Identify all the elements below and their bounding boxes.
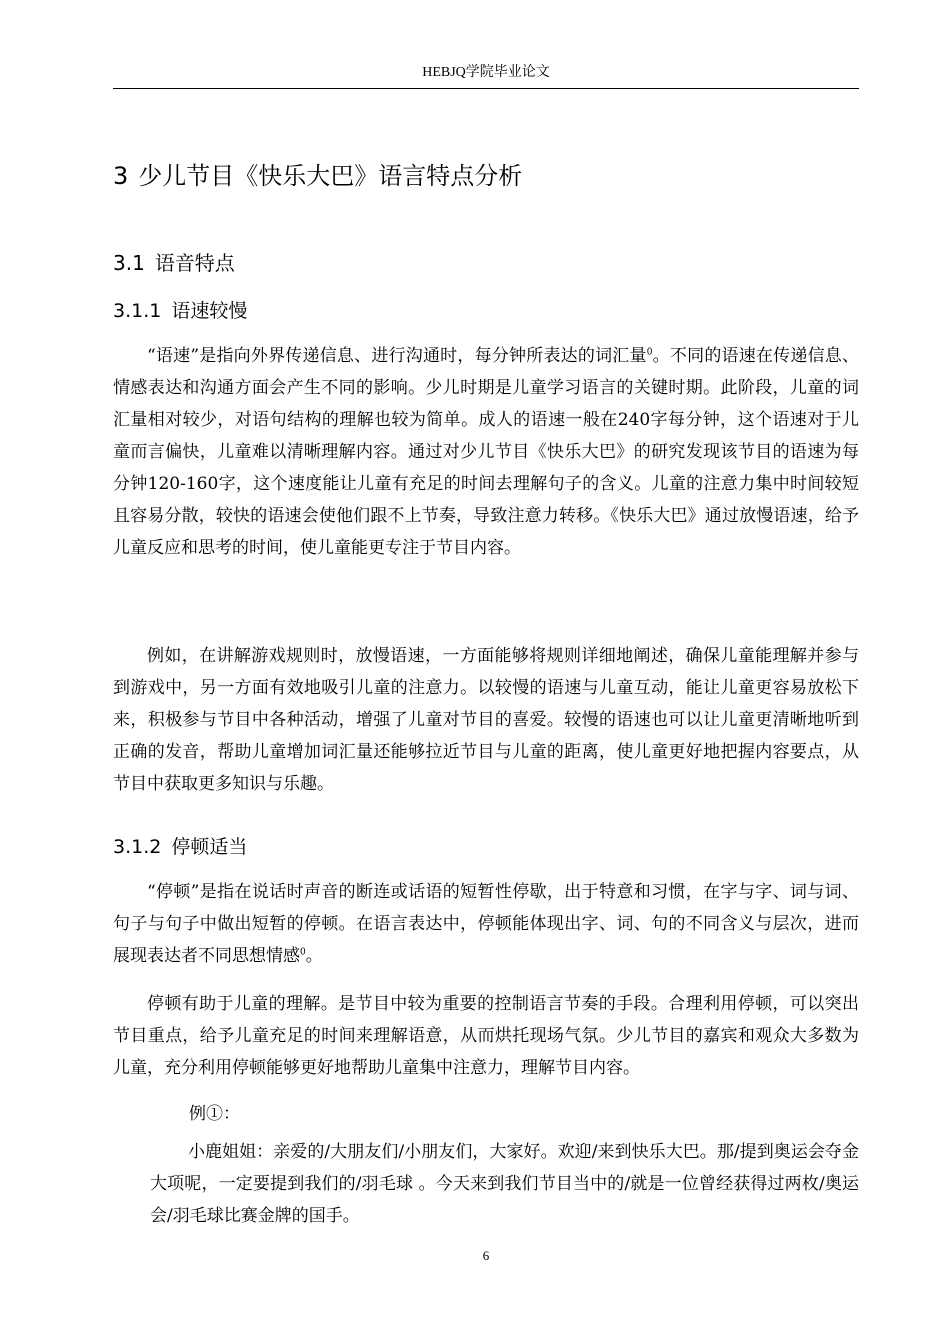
paragraph-text: 。 (305, 946, 323, 966)
section-number: 3.1 (113, 251, 145, 275)
header-rule (113, 88, 859, 89)
paragraph-text: 。不同的语速在传递信息、情感表达和沟通方面会产生不同的影响。少儿时期是儿童学习语言的关键时期。此阶段，儿童的词汇量相对较少，对语句结构的理解也较为简单。成人的语速一般在240字每分钟，这个语速对于儿童而言偏快，儿童难以清晰理解内容。通过对少儿节目《快乐大巴》的研究发现该节目的语速为每分钟120-160字，这个速度能让儿童有充足的时间去理解句子的含义。儿童的注意力集中时间较短且容易分散，较快的语速会使他们跟不上节奏，导致注意力转移。《快乐大巴》通过放慢语速，给予儿童反应和思考的时间，使儿童能更专注于节目内容。 (113, 346, 860, 558)
chapter-title-text: 少儿节目《快乐大巴》语言特点分析 (138, 162, 523, 190)
paragraph-pause-function: 停顿有助于儿童的理解。是节目中较为重要的控制语言节奏的手段。合理利用停顿，可以突出节目重点，给予儿童充足的时间来理解语意，从而烘托现场气氛。少儿节目的嘉宾和观众大多数为儿童，充分利用停顿能够更好地帮助儿童集中注意力，理解节目内容。 (113, 994, 859, 1078)
paragraph-pause-definition (113, 876, 859, 972)
running-header: HEBJQ学院毕业论文 (422, 65, 550, 80)
paragraph-speech-rate-example: 例如，在讲解游戏规则时，放慢语速，一方面能够将规则详细地阐述，确保儿童能理解并参与到游戏中，另一方面有效地吸引儿童的注意力。以较慢的语速与儿童互动，能让儿童更容易放松下来，积极参与节目中各种活动，增强了儿童对节目的喜爱。较慢的语速也可以让儿童更清晰地听到正确的发音，帮助儿童增加词汇量还能够拉近节目与儿童的距离，使儿童更好地把握内容要点，从节目中获取更多知识与乐趣。 (113, 646, 859, 794)
subsection-title-text: 停顿适当 (171, 836, 248, 858)
chapter-title (113, 160, 522, 192)
chapter-number: 3 (113, 162, 129, 190)
subsection-title-text: 语速较慢 (171, 300, 248, 322)
citation-ref: 0 (646, 347, 653, 358)
example-label: 例①： (189, 1104, 240, 1124)
paragraph-text: “停顿”是指在说话时声音的断连或话语的短暂性停歇，出于特意和习惯，在字与字、词与词、句子与句子中做出短暂的停顿。在语言表达中，停顿能体现出字、词、句的不同含义与层次，进而展现表达者不同思想情感 (113, 882, 859, 966)
subsection-title-speech-rate (113, 298, 247, 324)
subsection-title-pause (113, 834, 247, 860)
example-dialogue: 小鹿姐姐：亲爱的/大朋友们/小朋友们，大家好。欢迎/来到快乐大巴。那/提到奥运会夺金大项呢，一定要提到我们的/羽毛球 。今天来到我们节目当中的/就是一位曾经获得过两枚/奥运会/羽毛球比赛金牌的国手。 (150, 1142, 859, 1226)
paragraph-speech-rate-definition (113, 340, 859, 564)
section-title-text: 语音特点 (154, 251, 235, 275)
citation-ref: 0 (300, 947, 306, 958)
page-number: 6 (482, 1248, 490, 1263)
subsection-number: 3.1.1 (113, 300, 162, 322)
section-title (113, 249, 235, 277)
paragraph-text: “语速”是指向外界传递信息、进行沟通时，每分钟所表达的词汇量 (147, 346, 647, 366)
subsection-number: 3.1.2 (113, 836, 162, 858)
